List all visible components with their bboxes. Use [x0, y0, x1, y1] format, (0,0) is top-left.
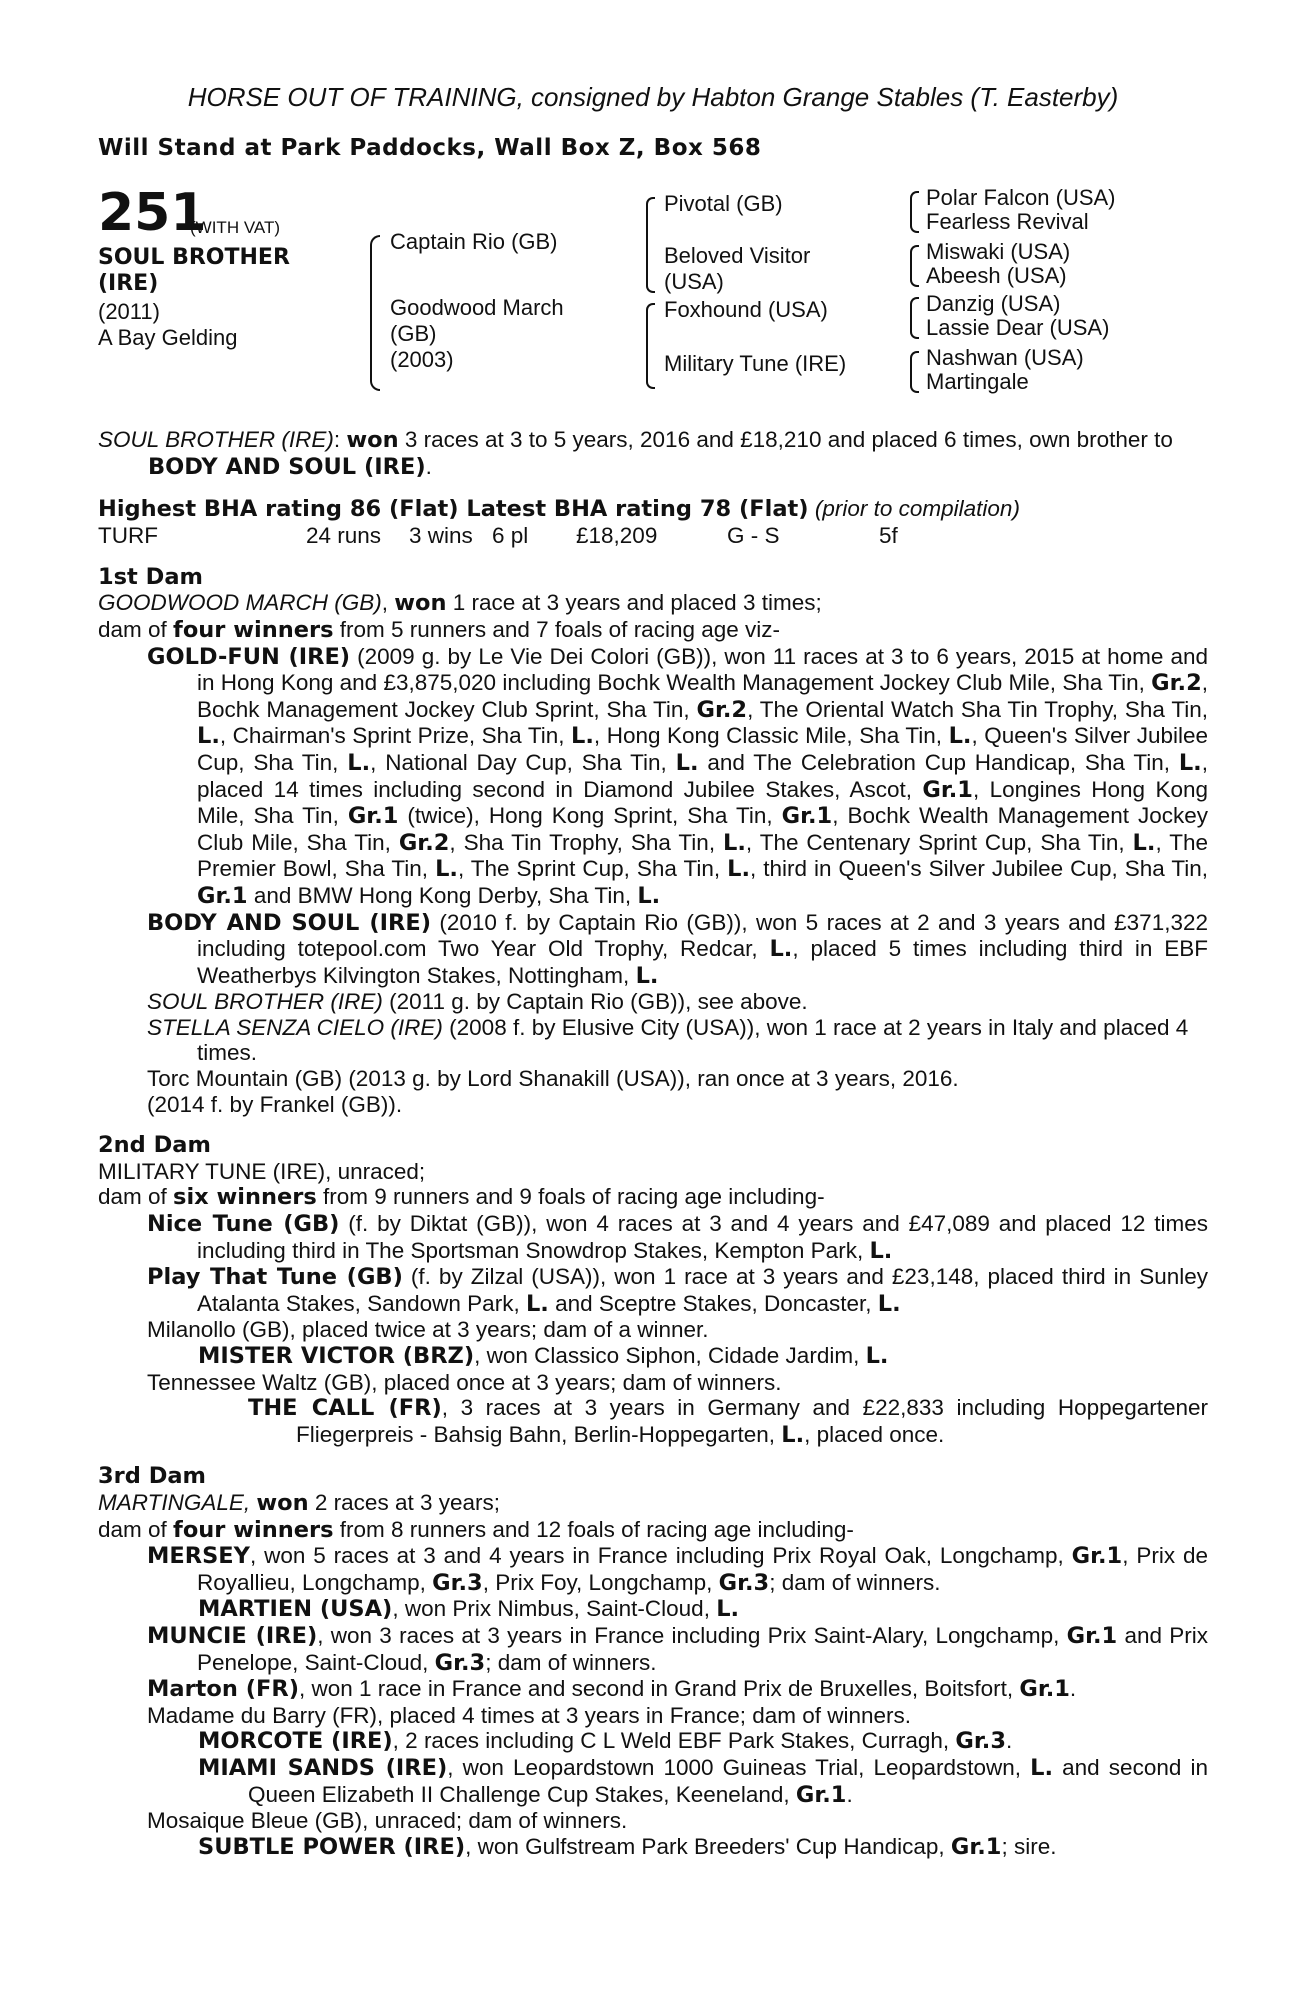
- produce-gold-fun: GOLD-FUN (IRE) (2009 g. by Le Vie Dei Colori (GB)), won 11 races at 3 to 6 years, 2015 at home and in Hong Kong and £3,875,020 including Bochk Wealth Management Jockey Club Mile, Sha Tin, Gr.2, Bochk Management Jockey Club Sprint, Sha Tin, Gr.2, The Oriental Watch Sha Tin Trophy, Sha Tin, L., Chairman's Sprint Prize, Sha Tin, L., Hong Kong Classic Mile, Sha Tin, L., Queen's Silver Jubilee Cup, Sha Tin, L., National Day Cup, Sha Tin, L. and The Celebration Cup Handicap, Sha Tin, L., placed 14 times including second in Diamond Jubilee Stakes, Ascot, Gr.1, Longines Hong Kong Mile, Sha Tin, Gr.1 (twice), Hong Kong Sprint, Sha Tin, Gr.1, Bochk Wealth Management Jockey Club Mile, Sha Tin, Gr.2, Sha Tin Trophy, Sha Tin, L., The Centenary Sprint Cup, Sha Tin, L., The Premier Bowl, Sha Tin, L., The Sprint Cup, Sha Tin, L., third in Queen's Silver Jubilee Cup, Sha Tin, Gr.1 and BMW Hong Kong Derby, Sha Tin, L.: [147, 643, 1208, 909]
- produce-madame-du-barry: Madame du Barry (FR), placed 4 times at 3 years in France; dam of winners.: [147, 1702, 912, 1728]
- dam-year: (2003): [390, 347, 454, 372]
- lot-header: [98, 183, 281, 243]
- dam-country: (GB): [390, 321, 437, 346]
- produce-morcote: MORCOTE (IRE), 2 races including C L Weld EBF Park Stakes, Curragh, Gr.3.: [198, 1728, 1013, 1755]
- box-location: Will Stand at Park Paddocks, Wall Box Z, Box 568: [98, 135, 762, 161]
- second-dam-line: MILITARY TUNE (IRE), unraced;: [98, 1158, 426, 1184]
- produce-tennessee-waltz: Tennessee Waltz (GB), placed once at 3 years; dam of winners.: [147, 1369, 782, 1395]
- second-dam-heading: 2nd Dam: [98, 1132, 211, 1159]
- catalogue-page: [98, 82, 1208, 1860]
- produce-muncie: MUNCIE (IRE), won 3 races at 3 years in France including Prix Saint-Alary, Longchamp, Gr.1 and Prix Penelope, Saint-Cloud, Gr.3; dam of winners.: [147, 1622, 1208, 1676]
- foaling-year: (2011): [98, 299, 160, 324]
- sire-dam: Beloved Visitor: [664, 243, 811, 268]
- horse-description: A Bay Gelding: [98, 325, 238, 350]
- third-dam-line: MARTINGALE, won 2 races at 3 years;: [98, 1489, 500, 1516]
- produce-nice-tune: Nice Tune (GB) (f. by Diktat (GB)), won 4 races at 3 and 4 years and £47,089 and placed 12 times including third in The Sportsman Snowdrop Stakes, Kempton Park, L.: [147, 1211, 1208, 1264]
- produce-martien: MARTIEN (USA), won Prix Nimbus, Saint-Cloud, L.: [198, 1596, 740, 1623]
- gen3-brace-3: [910, 297, 919, 339]
- produce-subtle-power: SUBTLE POWER (IRE), won Gulfstream Park Breeders' Cup Handicap, Gr.1; sire.: [198, 1833, 1057, 1860]
- gen3-5: Danzig (USA): [926, 291, 1061, 316]
- dam-brace: [646, 303, 655, 389]
- first-dam-produce-line: dam of four winners from 5 runners and 7 foals of racing age viz-: [98, 616, 781, 643]
- dam: Goodwood March: [390, 295, 564, 320]
- produce-body-and-soul: BODY AND SOUL (IRE) (2010 f. by Captain Rio (GB)), won 5 races at 2 and 3 years and £371,322 including totepool.com Two Year Old Trophy, Redcar, L., placed 5 times including third in EBF Weatherbys Kilvington Stakes, Nottingham, L.: [147, 909, 1208, 989]
- gen3-1: Polar Falcon (USA): [926, 185, 1116, 210]
- produce-soul-brother: SOUL BROTHER (IRE) (2011 g. by Captain Rio (GB)), see above.: [147, 989, 808, 1015]
- summary-paragraph: SOUL BROTHER (IRE): won 3 races at 3 to 5 years, 2016 and £18,210 and placed 6 times, own brother to BODY AND SOUL (IRE).: [98, 427, 1173, 480]
- gen3-6: Lassie Dear (USA): [926, 315, 1110, 340]
- produce-marton: Marton (FR), won 1 race in France and second in Grand Prix de Bruxelles, Boitsfort, Gr.1.: [147, 1676, 1077, 1703]
- third-dam-produce-line: dam of four winners from 8 runners and 12 foals of racing age including-: [98, 1516, 854, 1543]
- pedigree-brace: [370, 235, 380, 391]
- produce-milanollo: Milanollo (GB), placed twice at 3 years; dam of a winner.: [147, 1317, 709, 1343]
- gen3-7: Nashwan (USA): [926, 345, 1084, 370]
- horse-name: SOUL BROTHER: [98, 245, 290, 270]
- pedigree-table: [98, 183, 1208, 427]
- sire-sire: Pivotal (GB): [664, 191, 783, 216]
- turf-record-row: TURF 24 runs 3 wins 6 pl £18,209 G - S 5f: [98, 522, 898, 548]
- vat-label: (WITH VAT): [190, 218, 281, 237]
- gen3-3: Miswaki (USA): [926, 239, 1071, 264]
- gen3-8: Martingale: [926, 369, 1029, 394]
- gen3-brace-2: [910, 245, 919, 287]
- produce-frankel-filly: (2014 f. by Frankel (GB)).: [147, 1091, 403, 1117]
- dam-sire: Foxhound (USA): [664, 297, 828, 322]
- rating-title: Highest BHA rating 86 (Flat) Latest BHA rating 78 (Flat) (prior to compilation): [98, 496, 1020, 523]
- lot-number: 251: [98, 183, 207, 243]
- produce-mister-victor: MISTER VICTOR (BRZ), won Classico Siphon, Cidade Jardim, L.: [198, 1343, 889, 1369]
- dam-dam: Military Tune (IRE): [664, 351, 847, 376]
- produce-miami-sands: MIAMI SANDS (IRE), won Leopardstown 1000 Guineas Trial, Leopardstown, L. and second in Queen Elizabeth II Challenge Cup Stakes, Keeneland, Gr.1.: [198, 1754, 1208, 1808]
- first-dam-heading: 1st Dam: [98, 563, 203, 590]
- produce-the-call: THE CALL (FR), 3 races at 3 years in Germany and £22,833 including Hoppegartener Fliegerpreis - Bahsig Bahn, Berlin-Hoppegarten, L., placed once.: [248, 1395, 1208, 1448]
- first-dam-line: GOODWOOD MARCH (GB), won 1 race at 3 years and placed 3 times;: [98, 590, 822, 617]
- sire: Captain Rio (GB): [390, 229, 558, 254]
- sire-dam-country: (USA): [664, 269, 724, 294]
- produce-torc-mountain: Torc Mountain (GB) (2013 g. by Lord Shanakill (USA)), ran once at 3 years, 2016.: [147, 1066, 959, 1092]
- produce-stella-senza-cielo: STELLA SENZA CIELO (IRE) (2008 f. by Elusive City (USA)), won 1 race at 2 years in Italy and placed 4 times.: [147, 1014, 1189, 1066]
- gen3-2: Fearless Revival: [926, 209, 1089, 234]
- gen3-4: Abeesh (USA): [926, 263, 1067, 288]
- gen3-brace-4: [910, 351, 919, 393]
- produce-mosaique-bleue: Mosaique Bleue (GB), unraced; dam of winners.: [147, 1808, 628, 1834]
- produce-play-that-tune: Play That Tune (GB) (f. by Zilzal (USA)), won 1 race at 3 years and £23,148, placed third in Sunley Atalanta Stakes, Sandown Park, L. and Sceptre Stakes, Doncaster, L.: [147, 1264, 1208, 1317]
- second-dam-produce-line: dam of six winners from 9 runners and 9 foals of racing age including-: [98, 1184, 825, 1211]
- third-dam-heading: 3rd Dam: [98, 1463, 206, 1490]
- horse-name-country: (IRE): [98, 271, 159, 296]
- gen3-brace-1: [910, 191, 919, 233]
- consignor-line: HORSE OUT OF TRAINING, consigned by Habton Grange Stables (T. Easterby): [187, 82, 1119, 112]
- sire-brace: [646, 197, 655, 293]
- catalogue-text: [98, 427, 1208, 1860]
- produce-mersey: MERSEY, won 5 races at 3 and 4 years in France including Prix Royal Oak, Longchamp, Gr.1, Prix de Royallieu, Longchamp, Gr.3, Prix Foy, Longchamp, Gr.3; dam of winners.: [147, 1543, 1208, 1596]
